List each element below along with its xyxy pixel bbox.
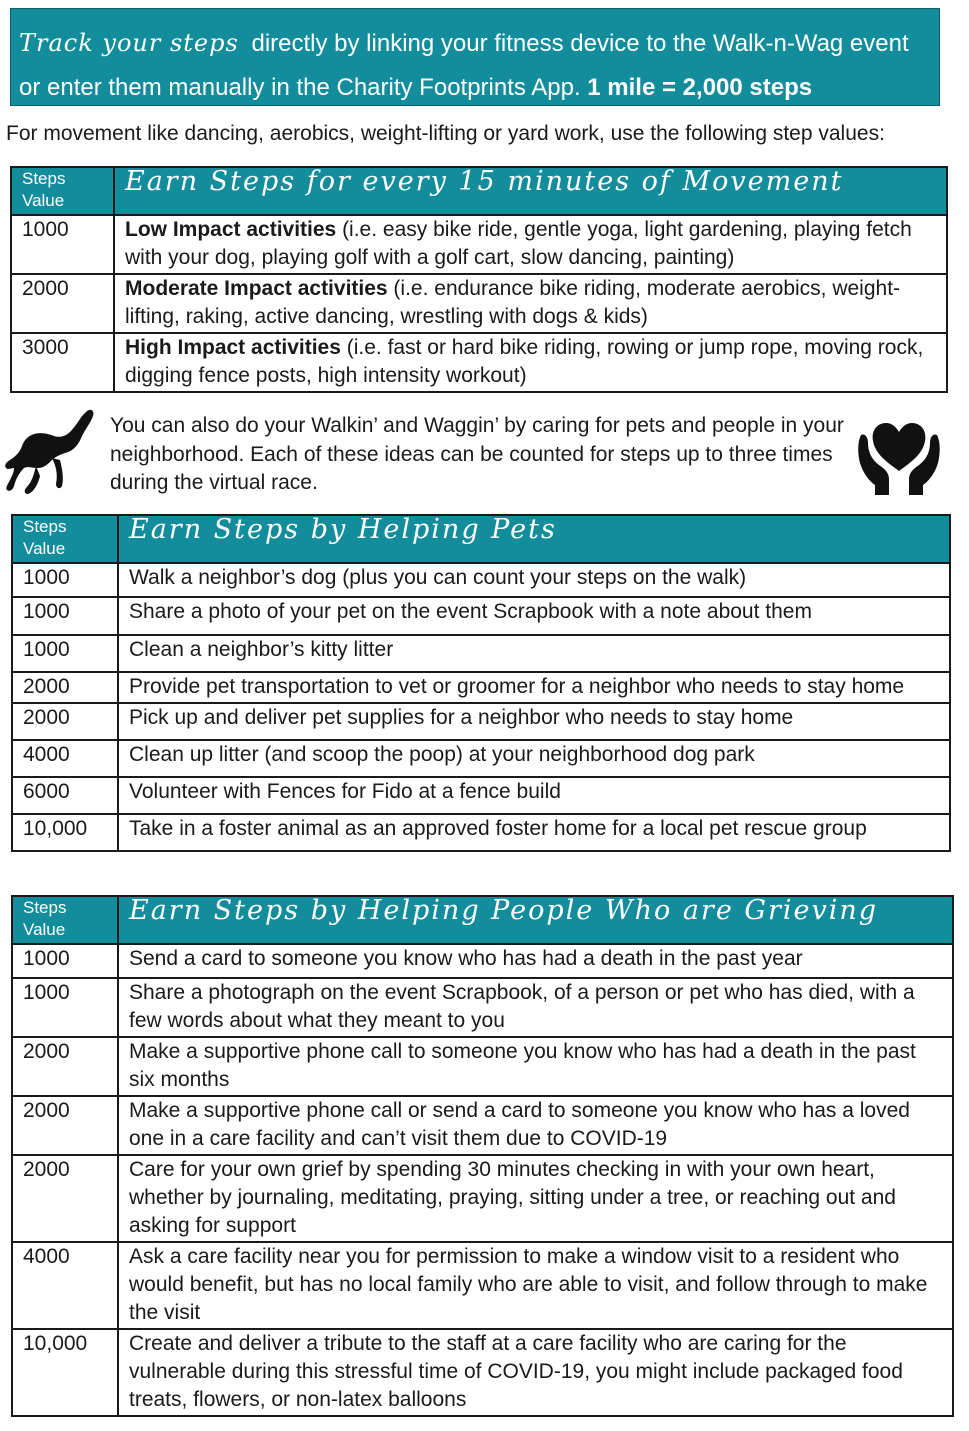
- intro-banner: [10, 8, 940, 106]
- activity-description: Send a card to someone you know who has had a death in the past year: [118, 944, 953, 978]
- step-value: 2000: [12, 1037, 118, 1096]
- table-row: [11, 333, 947, 392]
- step-value: 2000: [12, 1096, 118, 1155]
- steps-value-header: Steps Value: [11, 167, 114, 215]
- table-title: Earn Steps for every 15 minutes of Movement: [114, 167, 947, 215]
- steps-value-header: Steps Value: [12, 896, 118, 944]
- activity-description: Provide pet transportation to vet or groomer for a neighbor who needs to stay home: [118, 672, 950, 703]
- activity-examples: (i.e. fast or hard bike riding, rowing or jump rope, moving rock, digging fence posts, high intensity workout): [125, 336, 924, 387]
- banner-text: directly by linking your fitness device to the Walk-n-Wag event or enter them manually in the Charity Footprints App.: [19, 30, 909, 101]
- activity-level: Moderate Impact activities: [125, 277, 388, 300]
- table-title: Earn Steps by Helping People Who are Grieving: [118, 896, 953, 944]
- activity-description: Walk a neighbor’s dog (plus you can count your steps on the walk): [118, 563, 950, 597]
- table-row: [12, 1242, 953, 1329]
- activity-description: [114, 215, 947, 274]
- step-value: 1000: [12, 563, 118, 597]
- step-value: 10,000: [12, 814, 118, 851]
- dog-icon: [2, 406, 98, 498]
- step-value: 4000: [12, 1242, 118, 1329]
- activity-description: Share a photo of your pet on the event Scrapbook with a note about them: [118, 597, 950, 635]
- activity-description: Pick up and deliver pet supplies for a neighbor who needs to stay home: [118, 703, 950, 740]
- table-row: [11, 274, 947, 333]
- banner-bold-text: 1 mile = 2,000 steps: [587, 74, 813, 101]
- activity-description: Make a supportive phone call or send a card to someone you know who has a loved one in a care facility and can’t visit them due to COVID-19: [118, 1096, 953, 1155]
- table-row: [11, 215, 947, 274]
- activity-description: Clean a neighbor’s kitty litter: [118, 635, 950, 672]
- activity-examples: (i.e. easy bike ride, gentle yoga, light gardening, playing fetch with your dog, playing golf with a golf cart, slow dancing, painting): [125, 218, 912, 269]
- activity-description: Volunteer with Fences for Fido at a fence build: [118, 777, 950, 814]
- table-row: [12, 814, 950, 851]
- table-row: [12, 1155, 953, 1242]
- step-value: 3000: [11, 333, 114, 392]
- activity-description: Share a photograph on the event Scrapbook, of a person or pet who has died, with a few words about what they meant to you: [118, 978, 953, 1037]
- activity-level: Low Impact activities: [125, 218, 337, 241]
- activity-description: [114, 333, 947, 392]
- activity-description: Take in a foster animal as an approved foster home for a local pet rescue group: [118, 814, 950, 851]
- table-row: [12, 597, 950, 635]
- table-row: [12, 703, 950, 740]
- step-value: 1000: [12, 597, 118, 635]
- step-value: 2000: [11, 274, 114, 333]
- step-value: 1000: [12, 978, 118, 1037]
- table-row: [12, 672, 950, 703]
- table-row: [12, 978, 953, 1037]
- activity-description: Care for your own grief by spending 30 minutes checking in with your own heart, whether by journaling, meditating, praying, sitting under a tree, or reaching out and asking for support: [118, 1155, 953, 1242]
- grief-table: [11, 895, 954, 1417]
- table-row: [12, 563, 950, 597]
- step-value: 10,000: [12, 1329, 118, 1416]
- step-value: 4000: [12, 740, 118, 777]
- table-row: [12, 1037, 953, 1096]
- pets-table: [11, 514, 951, 852]
- table-row: [12, 635, 950, 672]
- activity-examples: (i.e. endurance bike riding, moderate aerobics, weight-lifting, raking, active dancing, wrestling with dogs & kids): [125, 277, 901, 328]
- step-value: 6000: [12, 777, 118, 814]
- table-title: Earn Steps by Helping Pets: [118, 515, 950, 563]
- table-row: [12, 1329, 953, 1416]
- movement-table: [10, 166, 948, 393]
- table-row: [12, 1096, 953, 1155]
- banner-script-text: Track your steps: [19, 29, 239, 57]
- step-value: 2000: [12, 1155, 118, 1242]
- activity-description: Ask a care facility near you for permission to make a window visit to a resident who would benefit, but has no local family who are able to visit, and follow through to make the visit: [118, 1242, 953, 1329]
- step-value: 1000: [12, 635, 118, 672]
- step-value: 1000: [12, 944, 118, 978]
- activity-description: Clean up litter (and scoop the poop) at your neighborhood dog park: [118, 740, 950, 777]
- steps-value-header: Steps Value: [12, 515, 118, 563]
- step-value: 2000: [12, 672, 118, 703]
- activity-description: Create and deliver a tribute to the staff at a care facility who are caring for the vulnerable during this stressful time of COVID-19, you might include packaged food treats, flowers, or non-latex balloons: [118, 1329, 953, 1416]
- step-value: 1000: [11, 215, 114, 274]
- activity-level: High Impact activities: [125, 336, 341, 359]
- table-row: [12, 777, 950, 814]
- step-value: 2000: [12, 703, 118, 740]
- table-row: [12, 740, 950, 777]
- heart-in-hands-icon: [855, 413, 943, 497]
- table-row: [12, 944, 953, 978]
- activity-description: [114, 274, 947, 333]
- pets-people-intro: You can also do your Walkin’ and Waggin’ by caring for pets and people in your neighborhood. Each of these ideas can be counted for steps up to three times during the virtual race.: [110, 414, 844, 494]
- intro-text: For movement like dancing, aerobics, weight-lifting or yard work, use the following step values:: [6, 122, 885, 145]
- activity-description: Make a supportive phone call to someone you know who has had a death in the past six months: [118, 1037, 953, 1096]
